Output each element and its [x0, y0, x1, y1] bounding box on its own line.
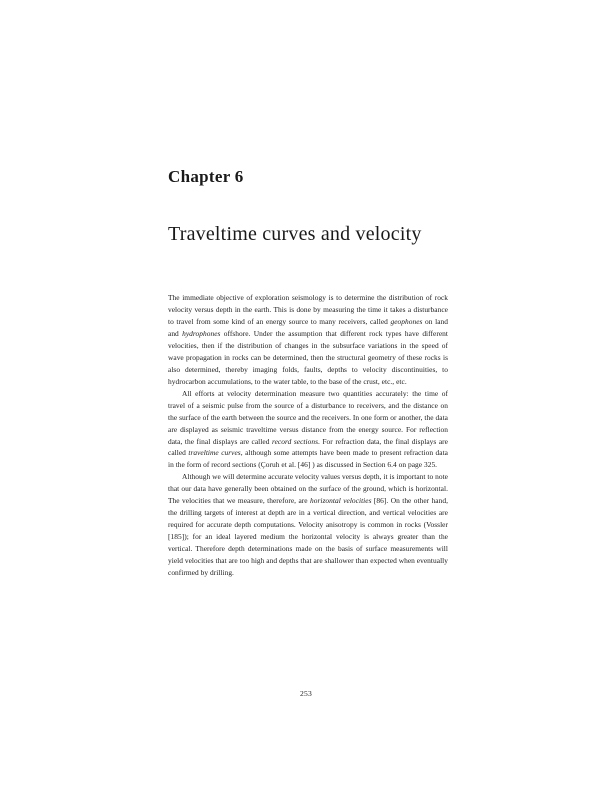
text-block: [168, 168, 448, 579]
chapter-number-heading: Chapter 6: [168, 167, 244, 186]
paragraph-1: The immediate objective of exploration seismology is to determine the distribution of rock velocity versus depth in the earth. This is done by measuring the time it takes a disturbance to travel from some kind of an energy source to many receivers, called geophones on land and hydrophones offshore. Under the assumption that different rock types have different velocities, then if the distribution of changes in the subsurface variations in the speed of wave propagation in rocks can be determined, then the structural geometry of these rocks is also determined, thereby imaging folds, faults, depths to velocity discontinuities, to hydrocarbon accumulations, to the water table, to the base of the crust, etc., etc.: [168, 292, 448, 386]
paragraph-3: Although we will determine accurate velocity values versus depth, it is important to note that our data have generally been obtained on the surface of the ground, which is horizontal. The velocities that we measure, therefore, are horizontal velocities [86]. On the other hand, the drilling targets of interest at depth are in a vertical direction, and vertical velocities are required for accurate depth computations. Velocity anisotropy is common in rocks (Vossler [185]); for an ideal layered medium the horizontal velocity is always greater than the vertical. Therefore depth determinations made on the basis of surface measurements will yield velocities that are too high and depths that are shallower than expected when eventually confirmed by drilling.: [168, 472, 448, 578]
page-number: 253: [300, 689, 312, 698]
paragraph-2: All efforts at velocity determination measure two quantities accurately: the time of travel of a seismic pulse from the source of a disturbance to receivers, and the distance on the surface of the earth between the source and the receivers. In one form or another, the data are displayed as seismic traveltime versus distance from the energy source. For reflection data, the final displays are called record sections. For refraction data, the final displays are called traveltime curves, although some attempts have been made to present refraction data in the form of record sections (Çoruh et al. [46] ) as discussed in Section 6.4 on page 325.: [168, 388, 448, 470]
chapter-title-heading: Traveltime curves and velocity: [168, 222, 422, 245]
body-paragraphs: [168, 292, 448, 580]
